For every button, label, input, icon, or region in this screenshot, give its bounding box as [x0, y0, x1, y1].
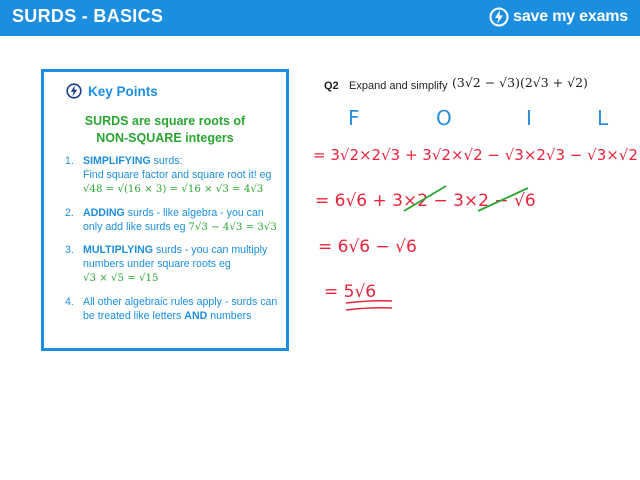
answer-underline	[346, 308, 392, 310]
question-text: Expand and simplify	[349, 80, 448, 92]
item-math: √48 = √(16 × 3) = √16 × √3 = 4√3	[83, 184, 264, 196]
item-number: 4.	[65, 295, 74, 308]
foil-letter: I	[526, 106, 532, 130]
item-number: 2.	[65, 206, 74, 219]
item-math: 7√3 − 4√3 = 3√3	[188, 221, 277, 233]
intro-line: NON-SQUARE integers	[96, 131, 234, 145]
item-keyword: AND	[184, 309, 208, 322]
item-text: surds - like algebra - you can only add like surds eg	[83, 206, 264, 233]
item-text: numbers	[207, 309, 252, 322]
item-keyword: MULTIPLYING	[83, 244, 154, 257]
question-number: Q2	[324, 80, 339, 92]
question-expression: (3√2 − √3)(2√3 + √2)	[452, 75, 588, 90]
item-text: surds:	[150, 155, 183, 167]
item-keyword: ADDING	[83, 206, 125, 219]
foil-letter: O	[436, 106, 452, 130]
item-text: All other algebraic rules apply - surds can be treated like letters	[83, 295, 278, 322]
item-math: √3 × √5 = √15	[83, 273, 159, 285]
item-text: surds - you can multiply numbers under square roots eg	[83, 244, 268, 271]
answer-line: = 5√6	[324, 282, 377, 302]
item-keyword: SIMPLIFYING	[83, 155, 151, 167]
working-line: = 6√6 − √6	[318, 237, 417, 257]
item-number: 1.	[65, 155, 74, 167]
foil-letter: L	[597, 106, 609, 130]
item-number: 3.	[65, 244, 74, 257]
working-line: = 3√2×2√3 + 3√2×√2 − √3×2√3 − √3×√2	[313, 146, 638, 164]
key-points-title: Key Points	[88, 83, 158, 99]
item-text: Find square factor and square root it! eg	[83, 169, 272, 182]
intro-line: SURDS are square roots of	[84, 114, 246, 128]
foil-letter: F	[348, 106, 360, 130]
page-title: SURDS - BASICS	[12, 6, 164, 26]
brand-name: save my exams	[513, 8, 628, 25]
working-line: = 6√6 + 3×2 − 3×2 − √6	[315, 191, 536, 211]
